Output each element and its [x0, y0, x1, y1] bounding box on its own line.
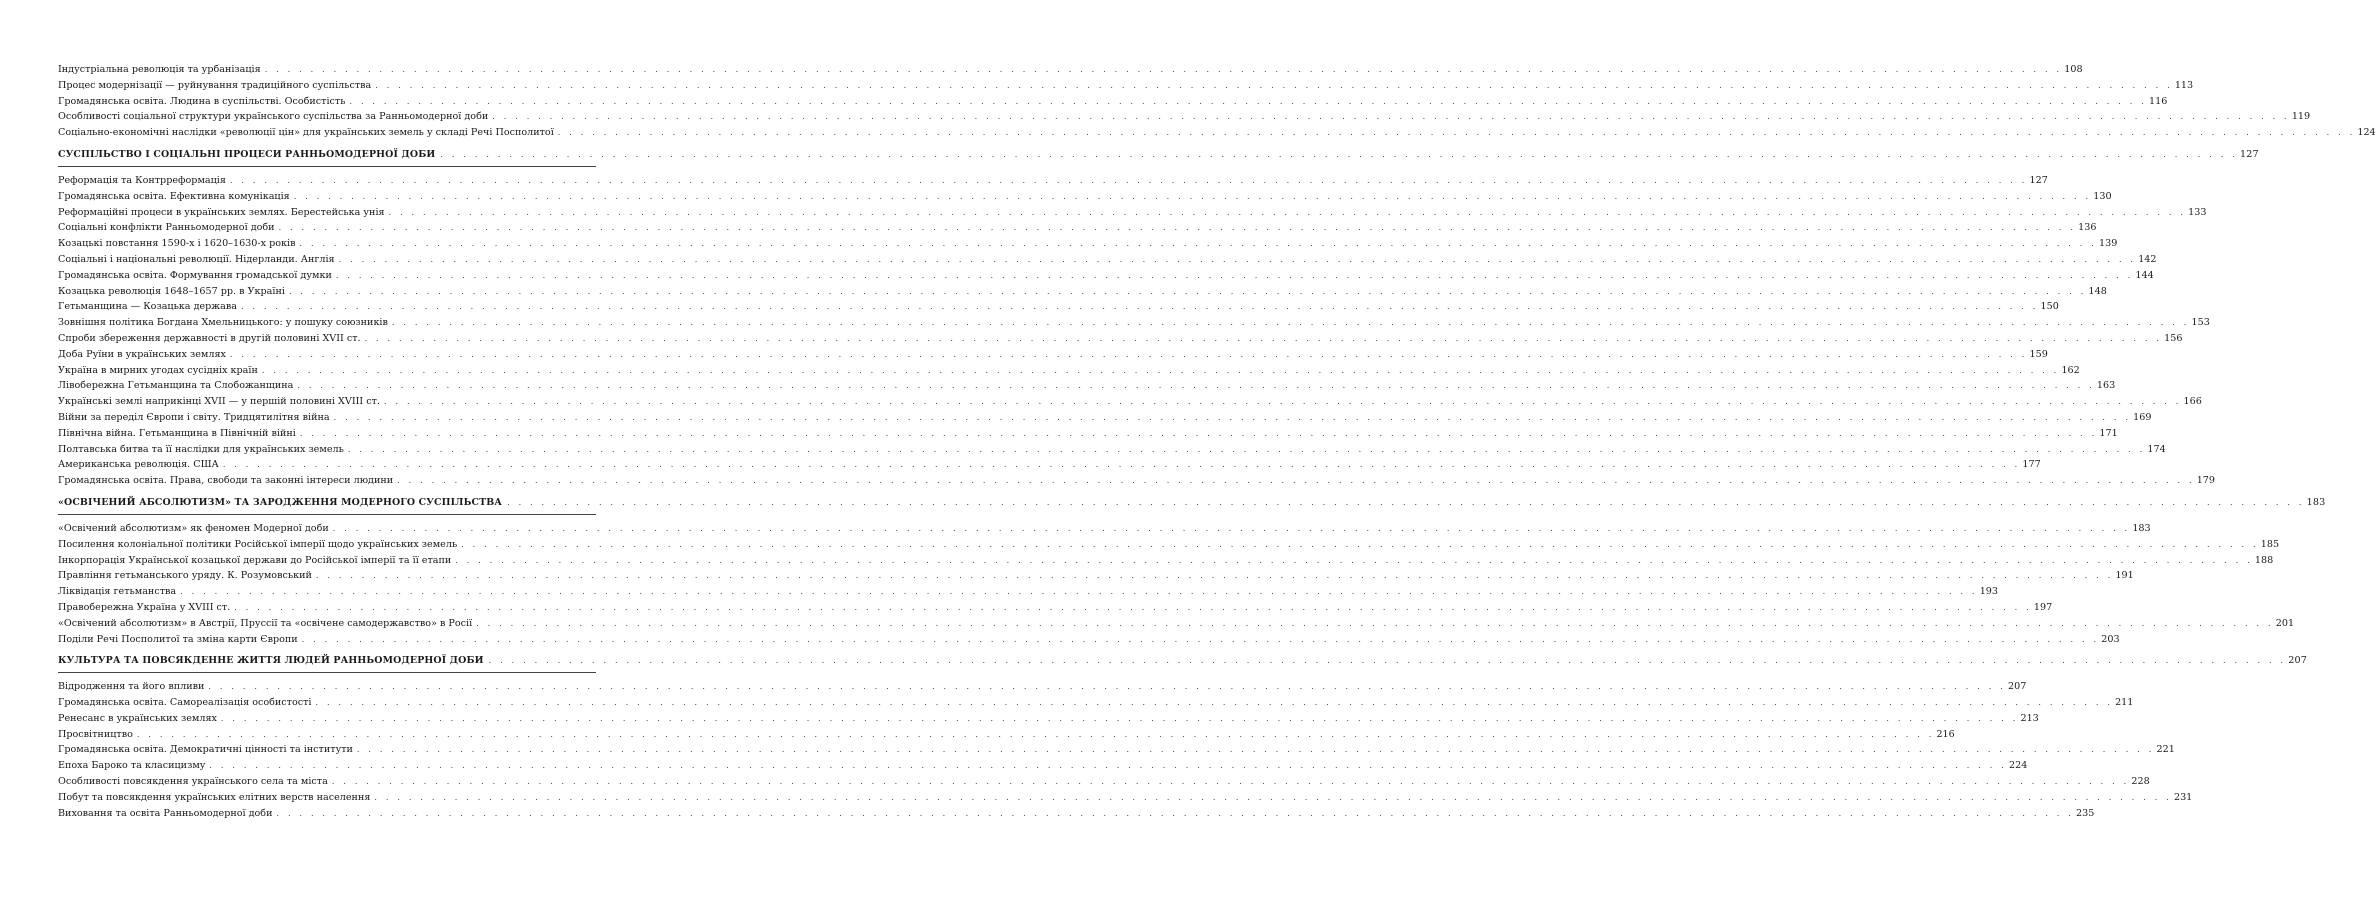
page-number: 148 [2088, 285, 2107, 297]
toc-entry-title: Ренесанс в українських землях [58, 712, 217, 724]
dot-leader [279, 220, 2077, 236]
toc-entry-title: Правління гетьманського уряду. К. Розумовський [58, 570, 312, 582]
toc-entry-title: Північна війна. Гетьманщина в Північній війні [58, 427, 296, 439]
toc-entry-title: Епоха Бароко та класицизму [58, 760, 206, 772]
toc-entry-title: Зовнішня політика Богдана Хмельницького: у пошуку союзників [58, 317, 388, 329]
toc-entry-title: Інкорпорація Української козацької держави до Російської імперії та її етапи [58, 554, 452, 566]
page-number: 159 [2029, 348, 2048, 360]
table-of-contents [58, 62, 2376, 821]
toc-entry-title: «Освічений абсолютизм» в Австрії, Пруссії та «освічене самодержавство» в Росії [58, 617, 473, 629]
toc-entry[interactable] [58, 125, 2376, 141]
toc-entry[interactable] [58, 632, 2120, 648]
toc-entry-title: Особливості соціальної структури українського суспільства за Ранньомодерної доби [58, 111, 489, 123]
page-number: 213 [2020, 712, 2039, 724]
dot-leader [297, 378, 2095, 394]
toc-entry[interactable] [58, 553, 2274, 569]
toc-entry[interactable] [58, 173, 2048, 189]
toc-entry[interactable] [58, 299, 2059, 315]
toc-entry[interactable] [58, 205, 2207, 221]
toc-section [58, 653, 2307, 821]
dot-leader [440, 147, 2238, 163]
page-number: 153 [2191, 317, 2210, 329]
dot-leader [300, 426, 2098, 442]
toc-entry[interactable] [58, 363, 2080, 379]
toc-entry[interactable] [58, 568, 2134, 584]
toc-entry-title: Ліквідація гетьманства [58, 586, 177, 598]
page-number: 228 [2131, 776, 2150, 788]
section-divider [58, 166, 596, 167]
dot-leader [492, 109, 2290, 125]
toc-entry[interactable] [58, 806, 2095, 822]
dot-leader [397, 473, 2195, 489]
toc-entry[interactable] [58, 790, 2193, 806]
toc-entry[interactable] [58, 62, 2083, 78]
dot-leader [336, 268, 2134, 284]
page-number: 116 [2149, 95, 2168, 107]
dot-leader [558, 125, 2356, 141]
page-number: 207 [2007, 681, 2027, 693]
toc-entry-title: Поділи Речі Посполитої та зміна карти Європи [58, 633, 298, 645]
toc-entry-title: Козацькі повстання 1590-х і 1620–1630-х років [58, 238, 296, 250]
section-heading-title: КУЛЬТУРА ТА ПОВСЯКДЕННЕ ЖИТТЯ ЛЮДЕЙ РАННЬОМОДЕРНОЇ ДОБИ [58, 655, 484, 667]
toc-entry-title: Громадянська освіта. Права, свободи та законні інтереси людини [58, 475, 394, 487]
toc-entry[interactable] [58, 727, 1955, 743]
page-number: 163 [2096, 380, 2116, 392]
page-number: 171 [2099, 427, 2118, 439]
dot-leader [384, 394, 2182, 410]
toc-entry-title: Американська революція. США [58, 459, 219, 471]
page-number: 188 [2254, 554, 2274, 566]
toc-entry[interactable] [58, 457, 2041, 473]
dot-leader [221, 711, 2019, 727]
page-number: 108 [2064, 64, 2083, 75]
toc-entry[interactable] [58, 94, 2168, 110]
toc-entry[interactable] [58, 220, 2097, 236]
section-divider [58, 672, 596, 673]
page-number: 177 [2022, 459, 2041, 471]
page-number: 130 [2093, 190, 2112, 202]
page-number: 224 [2008, 760, 2028, 772]
dot-leader [276, 806, 2074, 822]
toc-entry[interactable] [58, 189, 2112, 205]
dot-leader [265, 62, 2063, 78]
toc-entry[interactable] [58, 521, 2151, 537]
dot-leader [230, 173, 2028, 189]
page-number: 183 [2306, 496, 2326, 508]
dot-leader [223, 457, 2021, 473]
toc-entry-title: Відродження та його впливи [58, 681, 205, 693]
page-number: 124 [2357, 127, 2376, 139]
section-heading-title: СУСПІЛЬСТВО І СОЦІАЛЬНІ ПРОЦЕСИ РАННЬОМОДЕРНОЇ ДОБИ [58, 148, 436, 160]
section-heading[interactable] [58, 495, 2326, 511]
page-number: 150 [2040, 301, 2059, 313]
dot-leader [489, 653, 2287, 669]
dot-leader [357, 742, 2155, 758]
page-number: 156 [2164, 332, 2183, 344]
toc-entry[interactable] [58, 584, 1998, 600]
section-heading[interactable] [58, 147, 2259, 163]
toc-entry-title: «Освічений абсолютизм» як феномен Модерної доби [58, 522, 329, 534]
page-number: 221 [2156, 744, 2175, 756]
page-number: 174 [2147, 443, 2166, 455]
toc-entry-title: Просвітництво [58, 728, 133, 740]
page-number: 166 [2183, 396, 2202, 408]
toc-entry[interactable] [58, 347, 2048, 363]
page-number: 185 [2260, 538, 2280, 550]
toc-entry-title: Процес модернізації — руйнування традиційного суспільства [58, 79, 372, 91]
page-number: 179 [2196, 475, 2216, 487]
toc-entry-title: Особливості повсякдення українського села та міста [58, 776, 328, 788]
toc-entry-title: Гетьманщина — Козацька держава [58, 301, 237, 313]
page-number: 113 [2174, 79, 2194, 91]
toc-entry-title: Україна в мирних угодах сусідніх країн [58, 364, 258, 376]
toc-entry[interactable] [58, 109, 2311, 125]
page-number: 201 [2275, 617, 2295, 629]
page-number: 169 [2133, 411, 2152, 423]
toc-entry[interactable] [58, 600, 2053, 616]
dot-leader [208, 679, 2006, 695]
page-number: 216 [1936, 728, 1955, 740]
toc-entry[interactable] [58, 473, 2216, 489]
page-number: 136 [2078, 222, 2097, 234]
toc-entry[interactable] [58, 679, 2027, 695]
dot-leader [289, 284, 2087, 300]
toc-entry-title: Громадянська освіта. Ефективна комунікація [58, 190, 290, 202]
toc-entry-title: Війни за переділ Європи і світу. Тридцятилітня війна [58, 411, 330, 423]
toc-entry[interactable] [58, 758, 2028, 774]
toc-entry-title: Українські землі наприкінці XVII — у першій половині XVIII ст. [58, 396, 380, 408]
toc-entry[interactable] [58, 616, 2295, 632]
toc-entry-title: Виховання та освіта Ранньомодерної доби [58, 807, 273, 819]
dot-leader [316, 568, 2114, 584]
page-number: 127 [2239, 148, 2259, 160]
dot-leader [348, 442, 2146, 458]
page-number: 207 [2288, 655, 2307, 667]
toc-intro-group [58, 62, 2376, 141]
toc-entry[interactable] [58, 774, 2150, 790]
dot-leader [137, 727, 1935, 743]
dot-leader [349, 94, 2147, 110]
page-number: 162 [2061, 364, 2080, 376]
dot-leader [374, 790, 2172, 806]
toc-entry-title: Громадянська освіта. Формування громадської думки [58, 269, 332, 281]
toc-entry[interactable] [58, 394, 2202, 410]
toc-entry[interactable] [58, 426, 2118, 442]
page-number: 235 [2076, 807, 2095, 819]
dot-leader [333, 521, 2131, 537]
dot-leader [262, 363, 2060, 379]
toc-entry[interactable] [58, 742, 2175, 758]
toc-entry[interactable] [58, 711, 2039, 727]
toc-entry-title: Полтавська битва та її наслідки для українських земель [58, 443, 344, 455]
toc-entry[interactable] [58, 236, 2118, 252]
toc-entry-title: Лівобережна Гетьманщина та Слобожанщина [58, 380, 294, 392]
toc-entry[interactable] [58, 410, 2152, 426]
dot-leader [461, 537, 2259, 553]
page-number: 193 [1979, 586, 1998, 598]
dot-leader [234, 600, 2032, 616]
toc-sections [58, 147, 2326, 821]
page-number: 183 [2132, 522, 2151, 534]
toc-entry-title: Реформація та Контрреформація [58, 174, 226, 186]
page-number: 203 [2101, 633, 2120, 645]
dot-leader [507, 495, 2305, 511]
page-number: 127 [2029, 174, 2048, 186]
toc-entry-title: Індустріальна революція та урбанізація [58, 64, 261, 75]
dot-leader [299, 236, 2097, 252]
dot-leader [302, 632, 2100, 648]
toc-entry-title: Соціальні конфлікти Ранньомодерної доби [58, 222, 275, 234]
dot-leader [316, 695, 2114, 711]
toc-entry[interactable] [58, 695, 2134, 711]
dot-leader [334, 410, 2132, 426]
toc-entry-title: Соціально-економічні наслідки «революції цін» для українських земель у складі Речі Посполитої [58, 127, 554, 139]
toc-section [58, 147, 2259, 489]
toc-entry[interactable] [58, 537, 2280, 553]
dot-leader [455, 553, 2253, 569]
toc-entry-title: Громадянська освіта. Людина в суспільстві. Особистість [58, 95, 346, 107]
toc-entry-title: Громадянська освіта. Демократичні цінності та інститути [58, 744, 353, 756]
toc-entry[interactable] [58, 442, 2166, 458]
dot-leader [339, 252, 2137, 268]
page-number: 142 [2138, 253, 2157, 265]
dot-leader [476, 616, 2274, 632]
toc-section [58, 495, 2326, 647]
toc-entry[interactable] [58, 252, 2157, 268]
toc-entry-title: Соціальні і національні революції. Нідерланди. Англія [58, 253, 335, 265]
page-number: 133 [2188, 206, 2207, 218]
dot-leader [294, 189, 2092, 205]
dot-leader [389, 205, 2187, 221]
page-number: 231 [2173, 791, 2193, 803]
toc-entry[interactable] [58, 78, 2194, 94]
toc-entry[interactable] [58, 284, 2107, 300]
dot-leader [241, 299, 2039, 315]
toc-entry-title: Доба Руїни в українських землях [58, 348, 226, 360]
toc-entry-title: Правобережна Україна у XVIII ст. [58, 601, 231, 613]
section-heading-title: «ОСВІЧЕНИЙ АБСОЛЮТИЗМ» ТА ЗАРОДЖЕННЯ МОДЕРНОГО СУСПІЛЬСТВА [58, 496, 503, 508]
toc-entry[interactable] [58, 315, 2210, 331]
toc-entry-title: Спроби збереження державності в другій половині XVII ст. [58, 332, 361, 344]
toc-entry[interactable] [58, 331, 2183, 347]
toc-entry-title: Побут та повсякдення українських елітних верств населення [58, 791, 371, 803]
dot-leader [365, 331, 2163, 347]
dot-leader [332, 774, 2130, 790]
toc-entry-title: Реформаційні процеси в українських землях. Берестейська унія [58, 206, 385, 218]
page-number: 191 [2115, 570, 2134, 582]
toc-entry[interactable] [58, 378, 2116, 394]
toc-entry-title: Посилення колоніальної політики Російської імперії щодо українських земель [58, 538, 458, 550]
page-number: 211 [2115, 697, 2134, 709]
section-heading[interactable] [58, 653, 2307, 669]
toc-entry[interactable] [58, 268, 2154, 284]
page-number: 139 [2099, 238, 2118, 250]
page-number: 119 [2291, 111, 2311, 123]
dot-leader [180, 584, 1978, 600]
dot-leader [392, 315, 2190, 331]
dot-leader [209, 758, 2007, 774]
section-divider [58, 514, 596, 515]
toc-entry-title: Громадянська освіта. Самореалізація особистості [58, 697, 312, 709]
dot-leader [375, 78, 2173, 94]
page-number: 144 [2135, 269, 2154, 281]
dot-leader [230, 347, 2028, 363]
page-number: 197 [2033, 601, 2053, 613]
toc-entry-title: Козацька революція 1648–1657 рр. в Україні [58, 285, 285, 297]
